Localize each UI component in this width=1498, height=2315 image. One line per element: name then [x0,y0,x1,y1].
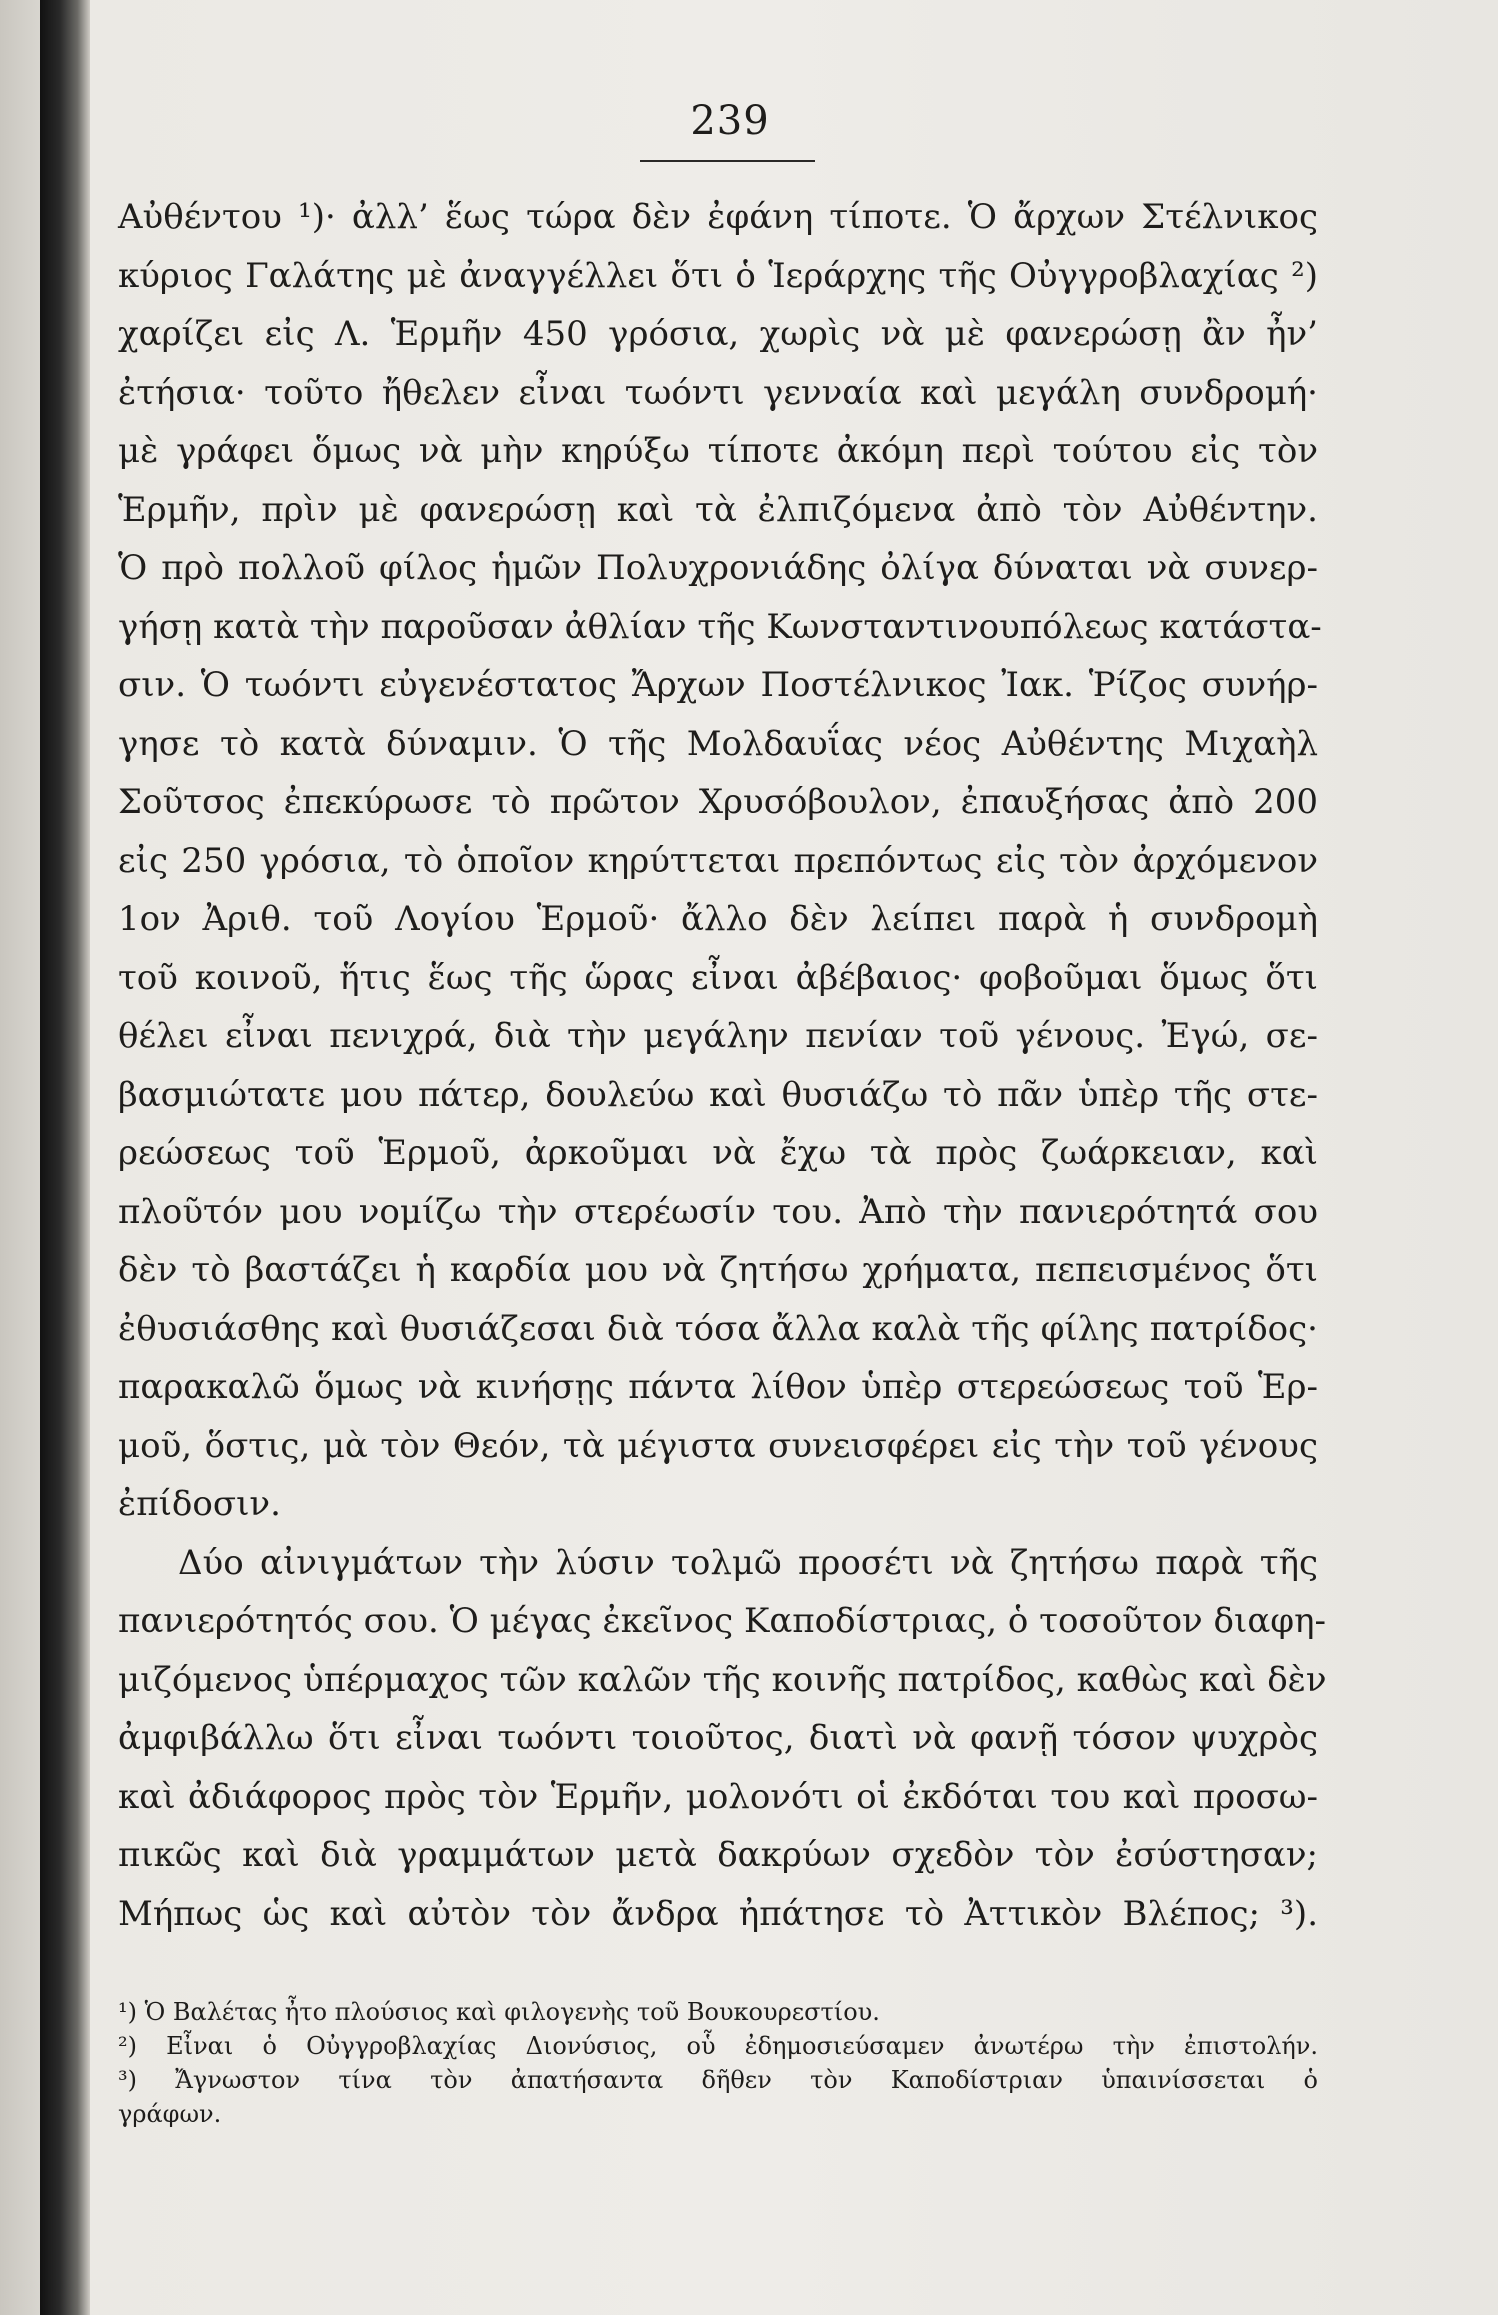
text-line: μιζόμενος ὑπέρμαχος τῶν καλῶν τῆς κοινῆς πατρίδος, καθὼς καὶ δὲν [118,1659,1327,1700]
text-line: ἐθυσιάσθης καὶ θυσιάζεσαι διὰ τόσα ἄλλα καλὰ τῆς φίλης πατρίδος· [118,1308,1318,1349]
text-line: μὲ γράφει ὅμως νὰ μὴν κηρύξω τίποτε ἀκόμη περὶ τούτου εἰς τὸν [118,431,1318,471]
text-line: τοῦ κοινοῦ, ἥτις ἕως τῆς ὥρας εἶναι ἀβέβαιος· φοβοῦμαι ὅμως ὅτι [118,957,1318,998]
text-line: Μήπως ὡς καὶ αὐτὸν τὸν ἄνδρα ἠπάτησε τὸ Ἀττικὸν Βλέπος; ³). [118,1893,1318,1934]
body-text [118,188,1327,1943]
footnotes [118,1995,1318,2131]
footnote: γράφων. [118,2100,222,2128]
text-line: δὲν τὸ βαστάζει ἡ καρδία μου νὰ ζητήσω χρήματα, πεπεισμένος ὅτι [118,1250,1318,1290]
text-line: Ἑρμῆν, πρὶν μὲ φανερώσῃ καὶ τὰ ἐλπιζόμενα ἀπὸ τὸν Αὐθέντην. [118,489,1318,530]
text-line: μοῦ, ὅστις, μὰ τὸν Θεόν, τὰ μέγιστα συνεισφέρει εἰς τὴν τοῦ γένους [118,1425,1318,1466]
text-line: καὶ ἀδιάφορος πρὸς τὸν Ἑρμῆν, μολονότι οἱ ἐκδόται του καὶ προσω- [118,1776,1318,1817]
text-line: Δύο αἰνιγμάτων τὴν λύσιν τολμῶ προσέτι νὰ ζητήσω παρὰ τῆς [178,1542,1318,1583]
text-line: θέλει εἶναι πενιχρά, διὰ τὴν μεγάλην πενίαν τοῦ γένους. Ἐγώ, σε- [118,1016,1318,1056]
text-line: βασμιώτατε μου πάτερ, δουλεύω καὶ θυσιάζω τὸ πᾶν ὑπὲρ τῆς στε- [118,1074,1318,1115]
text-line: γησε τὸ κατὰ δύναμιν. Ὁ τῆς Μολδαυΐας νέος Αὐθέντης Μιχαὴλ [118,723,1318,764]
page-number: 239 [690,98,770,144]
text-line: πλοῦτόν μου νομίζω τὴν στερέωσίν του. Ἀπὸ τὴν πανιερότητά σου [118,1191,1318,1232]
text-line: πικῶς καὶ διὰ γραμμάτων μετὰ δακρύων σχεδὸν τὸν ἐσύστησαν; [118,1835,1318,1875]
text-line: ἐπίδοσιν. [118,1484,281,1524]
text-line: ρεώσεως τοῦ Ἑρμοῦ, ἀρκοῦμαι νὰ ἔχω τὰ πρὸς ζωάρκειαν, καὶ [118,1133,1318,1173]
footnote: ²) Εἶναι ὁ Οὐγγροβλαχίας Διονύσιος, οὗ ἐδημοσιεύσαμεν ἀνωτέρω τὴν ἐπιστολήν. [118,2032,1318,2060]
text-line: κύριος Γαλάτης μὲ ἀναγγέλλει ὅτι ὁ Ἱεράρχης τῆς Οὐγγροβλαχίας ²) [118,255,1318,296]
text-line: χαρίζει εἰς Λ. Ἑρμῆν 450 γρόσια, χωρὶς νὰ μὲ φανερώσῃ ἂν ἦν’ [118,314,1318,354]
text-line: ἀμφιβάλλω ὅτι εἶναι τωόντι τοιοῦτος, διατὶ νὰ φανῇ τόσον ψυχρὸς [118,1718,1318,1758]
text-line: παρακαλῶ ὅμως νὰ κινήσῃς πάντα λίθον ὑπὲρ στερεώσεως τοῦ Ἑρ- [118,1367,1318,1407]
text-line: Ὁ πρὸ πολλοῦ φίλος ἡμῶν Πολυχρονιάδης ὀλίγα δύναται νὰ συνερ- [118,548,1318,588]
text-line: Αὐθέντου ¹)· ἀλλ’ ἕως τώρα δὲν ἐφάνη τίποτε. Ὁ ἄρχων Στέλνικος [118,197,1318,237]
text-line: γήσῃ κατὰ τὴν παροῦσαν ἀθλίαν τῆς Κωνσταντινουπόλεως κατάστα- [118,606,1322,647]
page-number-rule [640,160,815,162]
book-spine-shadow [40,0,90,2315]
text-line: εἰς 250 γρόσια, τὸ ὁποῖον κηρύττεται πρεπόντως εἰς τὸν ἀρχόμενον [118,840,1318,881]
text-line: ἐτήσια· τοῦτο ἤθελεν εἶναι τωόντι γενναία καὶ μεγάλη συνδρομή· [118,372,1318,413]
footnote: ¹) Ὁ Βαλέτας ἦτο πλούσιος καὶ φιλογενὴς τοῦ Βουκουρεστίου. [118,1998,880,2026]
text-line: 1ον Ἀριθ. τοῦ Λογίου Ἑρμοῦ· ἄλλο δὲν λείπει παρὰ ἡ συνδρομὴ [118,899,1318,939]
text-line: Σοῦτσος ἐπεκύρωσε τὸ πρῶτον Χρυσόβουλον, ἐπαυξήσας ἀπὸ 200 [118,782,1318,822]
text-line: σιν. Ὁ τωόντι εὐγενέστατος Ἄρχων Ποστέλνικος Ἰακ. Ῥίζος συνήρ- [118,665,1318,705]
footnote: ³) Ἄγνωστον τίνα τὸν ἀπατήσαντα δῆθεν τὸν Καποδίστριαν ὑπαινίσσεται ὁ [118,2066,1318,2094]
text-line: πανιερότητός σου. Ὁ μέγας ἐκεῖνος Καποδίστριας, ὁ τοσοῦτον διαφη- [118,1601,1326,1641]
